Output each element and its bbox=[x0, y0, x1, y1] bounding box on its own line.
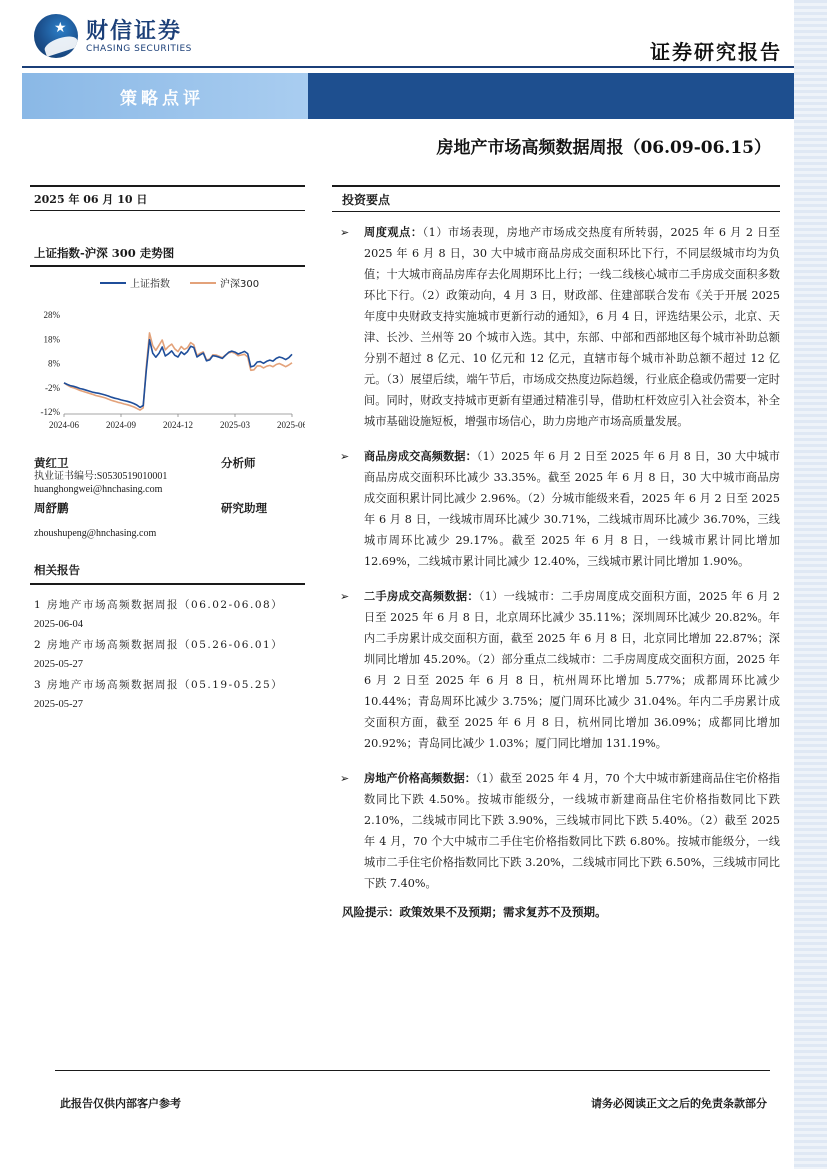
key-point-text: （1）市场表现，房地产市场成交热度有所转弱，2025 年 6 月 2 日至 2025 年 6 月 8 日，30 大中城市商品房成交面积环比下行，不同层级城市均为负值；十大城市商品房库存去化周期环比上行；一线二线核心城市二手房成交面积多数环比下行。（2）政策动向，4 月 3 日，财政部、住建部联合发布《关于开展 2025 年度中央财政支持实施城市更新行动的通知》，6 月 4 日，评选结果公示，北京、天津、长沙、兰州等 20 个城市入选。其中，东部、中部和西部地区每个城市补助总额分别不超过 8 亿元、10 亿元和 12 亿元，直辖市每个城市补助总额不超过 12 亿元。（3）展望后续，端午节后，市场成交热度边际趋缓，行业底企稳或仍需要一定时间。同时，财政支持城市更新有望通过精准引导，借助杠杆效应引入社会资本，补全城市基础设施短板，增强市场信心，助力房地产市场高质量发展。 bbox=[364, 226, 780, 428]
analyst-cert: 执业证书编号:S0530519010001 bbox=[34, 471, 168, 482]
logo-emblem: ★ bbox=[34, 14, 78, 58]
related-reports-list bbox=[30, 595, 305, 715]
key-points-heading: 投资要点 bbox=[332, 185, 780, 212]
key-point-weekly-view bbox=[332, 222, 780, 432]
related-report-title[interactable]: 2 房地产市场高频数据周报（05.26-06.01） bbox=[34, 639, 284, 651]
document-title: 房地产市场高频数据周报（06.09-06.15） bbox=[436, 138, 771, 158]
related-report-date: 2025-05-27 bbox=[34, 659, 83, 670]
analyst-name: 周舒鹏 bbox=[34, 501, 69, 515]
x-tick-label: 2024-06 bbox=[49, 420, 79, 430]
analyst-block bbox=[30, 457, 305, 540]
y-tick-label: 18% bbox=[43, 334, 60, 345]
header-divider bbox=[22, 66, 794, 68]
category-label: 策略点评 bbox=[120, 88, 204, 109]
related-reports-title: 相关报告 bbox=[30, 562, 305, 585]
key-point-new-homes bbox=[332, 446, 780, 572]
key-point-text: （1）截至 2025 年 4 月，70 个大中城市新建商品住宅价格指数同比下跌 4.50%。按城市能级分，一线城市新建商品住宅价格指数同比下跌 2.10%，二线城市同比下跌 3.90%，三线城市同比下跌 5.40%。（2）截至 2025 年 4 月，70 个大中城市二手住宅价格指数同比下跌 6.80%。按城市能级分，一线城市二手住宅价格指数同比下跌 3.20%，二线城市同比下跌 6.50%，三线城市同比下跌 7.40%。 bbox=[364, 772, 780, 890]
report-type-label: 证券研究报告 bbox=[650, 40, 782, 64]
chart-series bbox=[64, 333, 292, 410]
related-report-title[interactable]: 3 房地产市场高频数据周报（05.19-05.25） bbox=[34, 679, 284, 691]
y-axis bbox=[41, 310, 61, 417]
analyst-name: 黄红卫 bbox=[34, 456, 69, 470]
chart-section-title: 上证指数-沪深 300 走势图 bbox=[30, 245, 305, 267]
analyst-role: 分析师 bbox=[221, 456, 256, 470]
footer-divider bbox=[55, 1070, 770, 1071]
arrow-bullet-icon: ➢ bbox=[340, 226, 350, 239]
footer-disclaimer-left: 此报告仅供内部客户参考 bbox=[60, 1097, 181, 1110]
sidebar bbox=[30, 185, 305, 715]
arrow-bullet-icon: ➢ bbox=[340, 772, 350, 785]
x-tick-label: 2025-06 bbox=[277, 420, 305, 430]
key-point-second-hand bbox=[332, 586, 780, 754]
category-banner bbox=[22, 73, 794, 119]
key-point-label: 房地产价格高频数据： bbox=[364, 771, 476, 785]
related-report-date: 2025-05-27 bbox=[34, 699, 83, 710]
banner-left-panel bbox=[22, 73, 308, 119]
x-axis bbox=[49, 414, 305, 430]
key-points-section bbox=[332, 185, 780, 920]
y-tick-label: 28% bbox=[43, 310, 60, 320]
analyst-row-2 bbox=[30, 502, 305, 515]
index-trend-chart bbox=[30, 273, 305, 433]
key-point-text: （1）2025 年 6 月 2 日至 2025 年 6 月 8 日，30 大中城市商品房成交面积环比减少 33.35%。截至 2025 年 6 月 8 日，30 大中城市商品房成交面积累计同比减少 2.96%。（2）分城市能级来看，2025 年 6 月 2 日至 2025 年 6 月 8 日，一线城市周环比减少 30.71%，二线城市周环比减少 36.70%，三线城市周环比减少 29.17%。截至 2025 年 6 月 8 日，一线城市累计同比增加 12.69%，二线城市累计同比减少 12.40%，三线城市累计同比增加 1.90%。 bbox=[364, 450, 780, 568]
key-point-prices bbox=[332, 768, 780, 894]
related-report-date: 2025-06-04 bbox=[34, 619, 83, 630]
x-tick-label: 2025-03 bbox=[220, 420, 250, 430]
chart-legend bbox=[100, 277, 259, 290]
related-report-item[interactable] bbox=[30, 635, 305, 675]
logo-english-name: CHASING SECURITIES bbox=[86, 44, 192, 54]
analyst-row-1 bbox=[30, 457, 305, 470]
footer-disclaimer-right: 请务必阅读正文之后的免责条款部分 bbox=[591, 1097, 767, 1110]
key-point-label: 周度观点： bbox=[364, 225, 423, 239]
series-line-csi300 bbox=[64, 333, 292, 410]
legend-label: 沪深300 bbox=[220, 279, 260, 290]
arrow-bullet-icon: ➢ bbox=[340, 590, 350, 603]
key-point-label: 商品房成交高频数据： bbox=[364, 449, 477, 463]
risk-warning: 风险提示：政策效果不及预期；需求复苏不及预期。 bbox=[342, 905, 607, 919]
related-report-title[interactable]: 1 房地产市场高频数据周报（06.02-06.08） bbox=[34, 599, 284, 611]
related-report-item[interactable] bbox=[30, 595, 305, 635]
legend-label: 上证指数 bbox=[130, 279, 170, 290]
x-tick-label: 2024-12 bbox=[163, 420, 193, 430]
analyst-role: 研究助理 bbox=[221, 501, 267, 515]
y-tick-label: 8% bbox=[48, 358, 60, 369]
key-point-text: （1）一线城市：二手房周度成交面积方面，2025 年 6 月 2 日至 2025 年 6 月 8 日，北京周环比减少 35.11%；深圳周环比减少 20.82%。年内二手房累计成交面积方面，截至 2025 年 6 月 8 日，北京同比增加 22.87%；深圳同比增加 45.20%。（2）部分重点二线城市：二手房周度成交面积方面，2025 年 6 月 2 日至 2025 年 6 月 8 日，杭州周环比增加 5.77%；成都周环比减少 10.44%；青岛周环比减少 3.75%；厦门周环比减少 31.04%。年内二手房累计成交面积方面，截至 2025 年 6 月 8 日，杭州同比增加 36.09%；成都同比增加 20.92%；青岛同比减少 1.03%；厦门同比增加 131.19%。 bbox=[364, 590, 780, 750]
y-tick-label: -2% bbox=[45, 382, 60, 393]
y-tick-label: -12% bbox=[40, 407, 60, 417]
company-logo bbox=[34, 14, 192, 58]
logo-chinese-name: 财信证券 bbox=[86, 19, 183, 44]
key-point-label: 二手房成交高频数据： bbox=[364, 589, 479, 603]
arrow-bullet-icon: ➢ bbox=[340, 450, 350, 463]
analyst-email[interactable]: zhoushupeng@hnchasing.com bbox=[34, 528, 157, 539]
related-report-item[interactable] bbox=[30, 675, 305, 715]
banner-right-panel bbox=[308, 73, 794, 119]
report-date: 2025 年 06 月 10 日 bbox=[30, 185, 305, 211]
analyst-email[interactable]: huanghongwei@hnchasing.com bbox=[34, 484, 163, 495]
series-line-shanghai-index bbox=[64, 340, 292, 408]
page-edge-stripe bbox=[794, 0, 827, 1169]
x-tick-label: 2024-09 bbox=[106, 420, 136, 430]
